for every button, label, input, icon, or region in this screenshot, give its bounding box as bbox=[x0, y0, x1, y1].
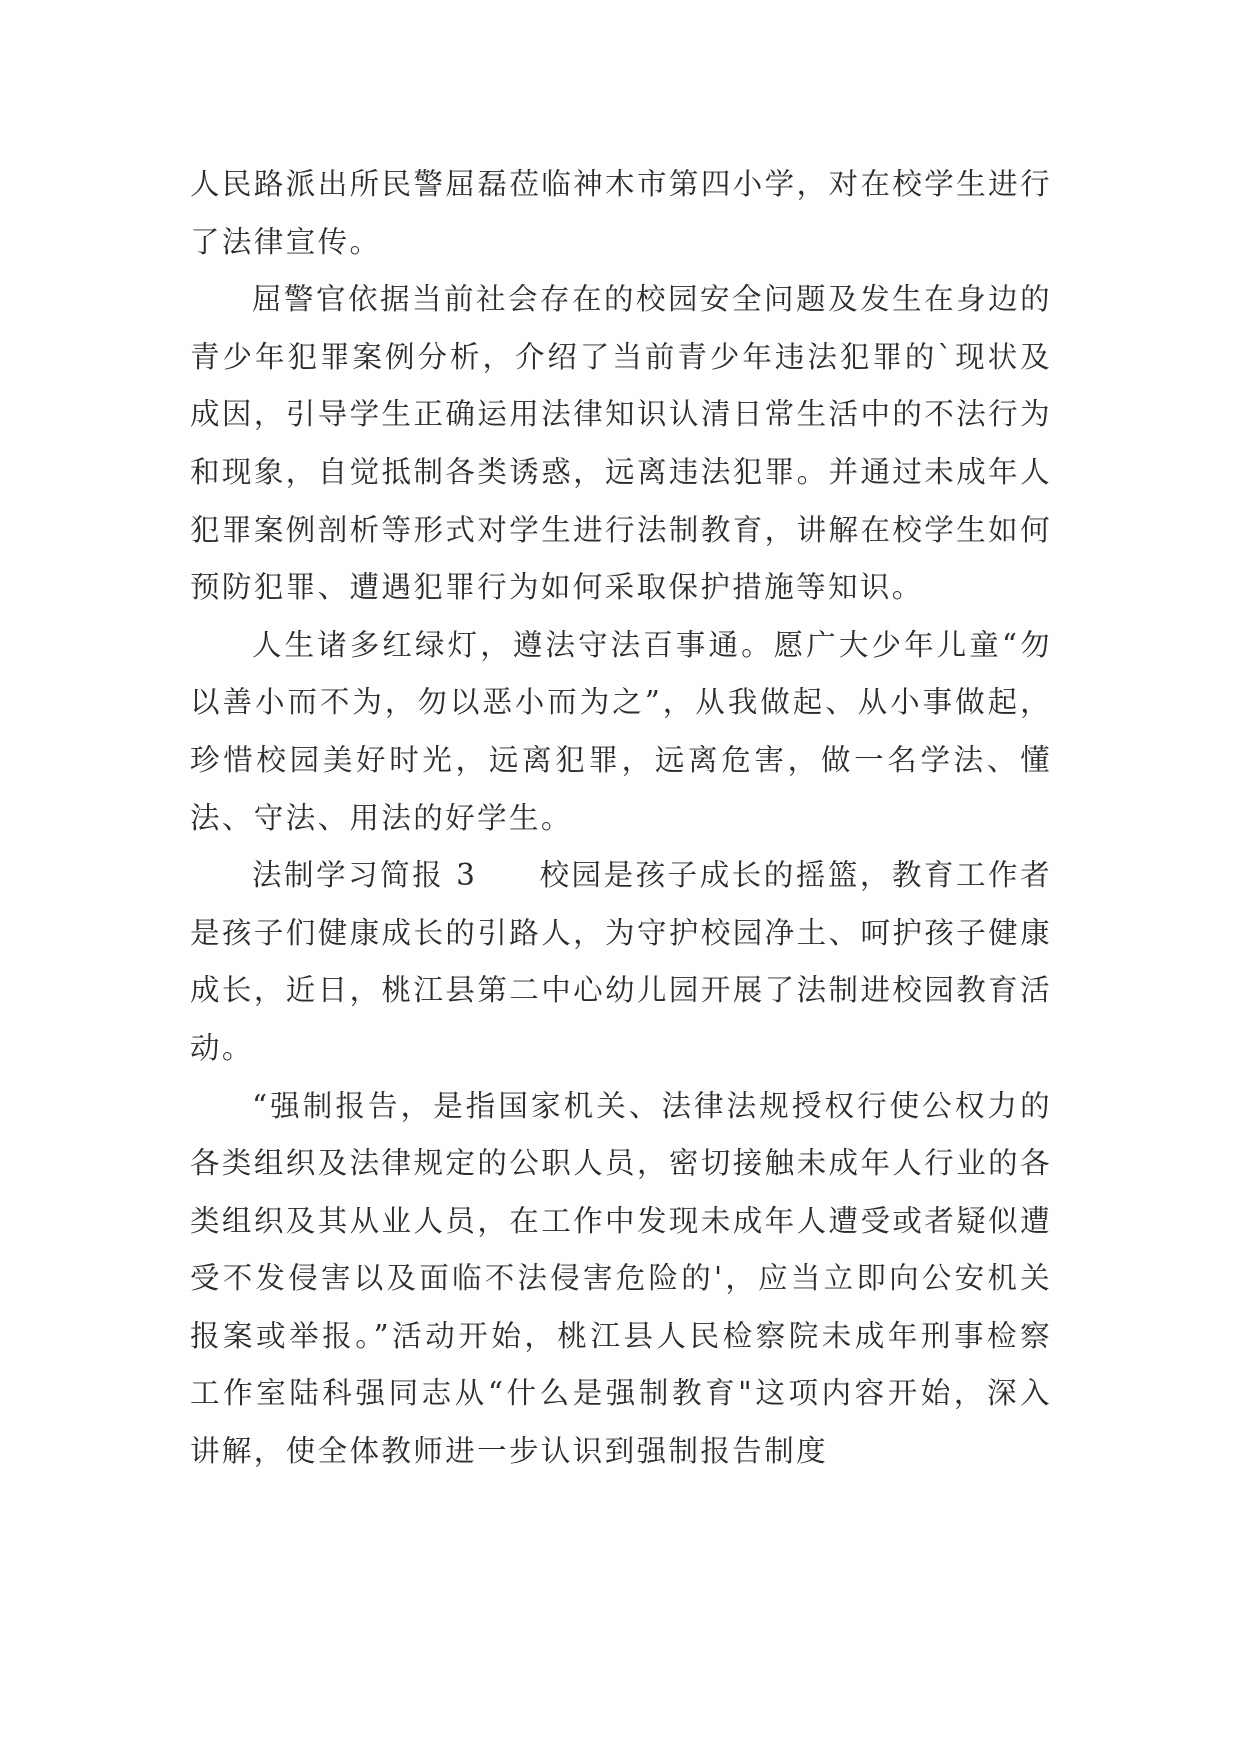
paragraph-2: 屈警官依据当前社会存在的校园安全问题及发生在身边的青少年犯罪案例分析，介绍了当前青少年违法犯罪的`现状及成因，引导学生正确运用法律知识认清日常生活中的不法行为和现象，自觉抵制各类诱惑，远离违法犯罪。并通过未成年人犯罪案例剖析等形式对学生进行法制教育，讲解在校学生如何预防犯罪、遭遇犯罪行为如何采取保护措施等知识。 bbox=[190, 282, 1052, 605]
section-heading: 法制学习简报 3 bbox=[252, 858, 478, 893]
paragraph-5: “强制报告，是指国家机关、法律法规授权行使公权力的各类组织及法律规定的公职人员，密切接触未成年人行业的各类组织及其从业人员，在工作中发现未成年人遭受或者疑似遭受不发侵害以及面临不法侵害危险的'，应当立即向公安机关报案或举报。”活动开始，桃江县人民检察院未成年刑事检察工作室陆科强同志从“什么是强制教育"这项内容开始，深入讲解，使全体教师进一步认识到强制报告制度 bbox=[190, 1088, 1052, 1469]
paragraph-4 bbox=[190, 847, 1052, 1077]
paragraph-3: 人生诸多红绿灯，遵法守法百事通。愿广大少年儿童“勿以善小而不为，勿以恶小而为之”，从我做起、从小事做起，珍惜校园美好时光，远离犯罪，远离危害，做一名学法、懂法、守法、用法的好学生。 bbox=[190, 627, 1052, 835]
paragraph-4-text: 校园是孩子成长的摇篮，教育工作者是孩子们健康成长的引路人，为守护校园净土、呵护孩子健康成长，近日，桃江县第二中心幼儿园开展了法制进校园教育活动。 bbox=[190, 858, 1052, 1065]
document-body bbox=[190, 156, 1052, 1481]
paragraph-1: 人民路派出所民警屈磊莅临神木市第四小学，对在校学生进行了法律宣传。 bbox=[190, 167, 1052, 259]
